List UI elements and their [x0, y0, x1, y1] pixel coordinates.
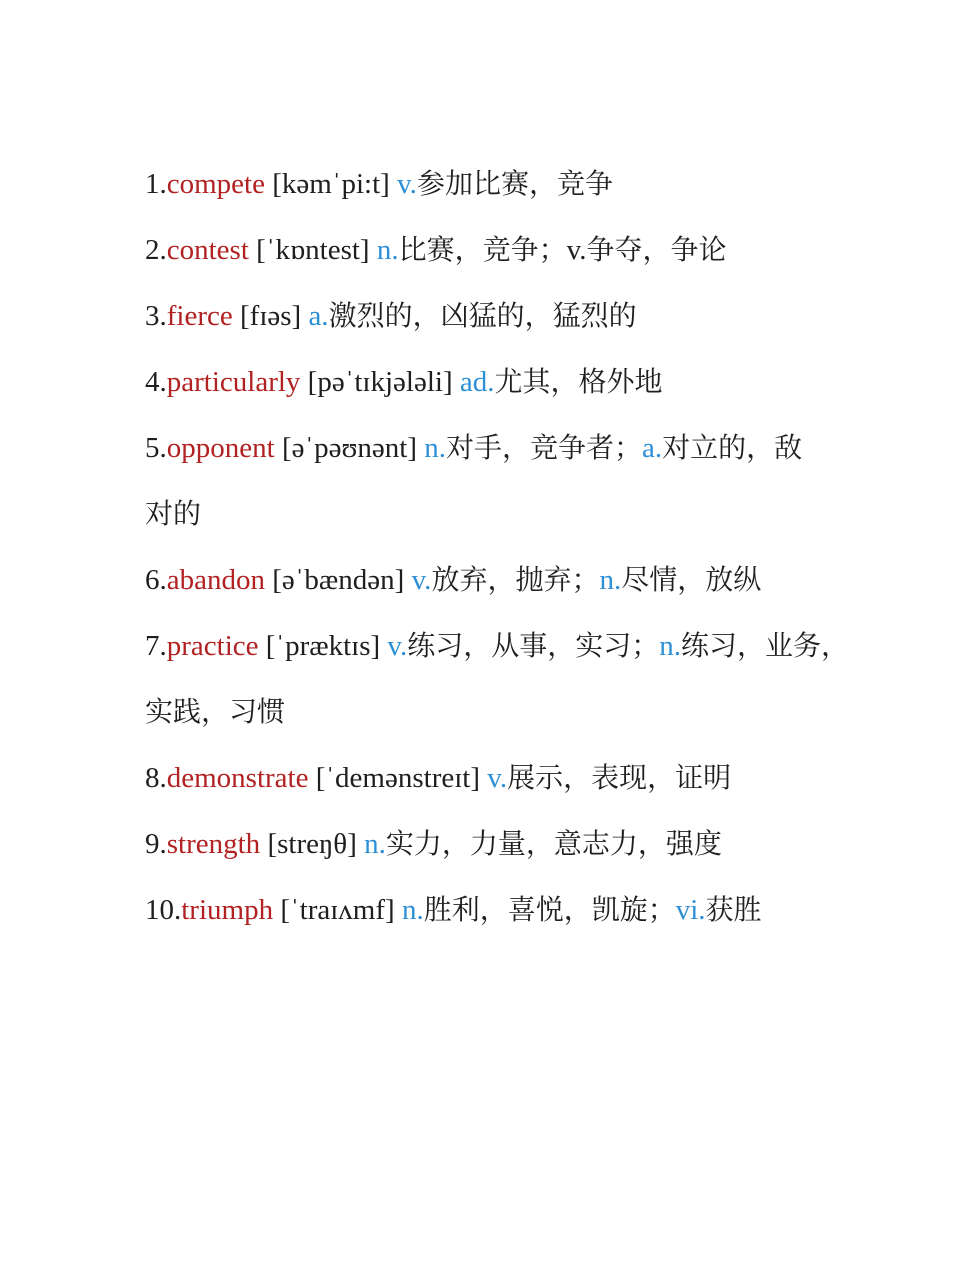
headword: demonstrate	[166, 762, 309, 794]
entry-number: 10.	[145, 894, 182, 926]
word-entry	[145, 811, 915, 877]
pos-tag: vi.	[675, 894, 706, 926]
pos-tag: a.	[642, 432, 663, 464]
word-entry	[145, 613, 915, 745]
pos-tag: v.	[487, 762, 508, 794]
headword: particularly	[166, 366, 301, 398]
definition: 尽情，放纵	[621, 564, 762, 595]
definition: 对手，竞争者；	[446, 432, 643, 463]
pos-tag: n.	[376, 234, 399, 266]
pos-tag: n.	[424, 432, 446, 464]
pos-tag: v.	[566, 234, 587, 266]
definition: 实力，力量，意志力，强度	[385, 828, 722, 859]
phonetic-transcription: [əˈbændən]	[265, 564, 412, 596]
phonetic-transcription: [ˈpræktɪs]	[258, 630, 388, 662]
entry-number: 9.	[145, 828, 167, 860]
definition: 获胜	[705, 894, 762, 925]
pos-tag: a.	[308, 300, 329, 332]
vocabulary-list	[145, 151, 915, 943]
headword: triumph	[181, 894, 274, 926]
definition: 胜利，喜悦，凯旋；	[423, 894, 676, 925]
phonetic-transcription: [əˈpəʊnənt]	[274, 432, 425, 464]
definition: 展示，表现，证明	[507, 762, 732, 793]
definition: 对立的，敌	[662, 432, 803, 463]
word-entry	[145, 217, 915, 283]
definition: 练习，从事，实习；	[407, 630, 660, 661]
headword: practice	[166, 630, 259, 662]
word-entry	[145, 877, 915, 943]
definition: 练习，业务，	[681, 630, 850, 661]
pos-tag: n.	[364, 828, 386, 860]
headword: compete	[166, 168, 265, 200]
headword: fierce	[166, 300, 233, 332]
phonetic-transcription: [fɪəs]	[232, 300, 309, 332]
phonetic-transcription: [ˈkɒntest]	[248, 234, 377, 266]
pos-tag: n.	[401, 894, 424, 926]
entry-number: 4.	[145, 366, 167, 398]
pos-tag: v.	[387, 630, 408, 662]
phonetic-transcription: [streŋθ]	[260, 828, 365, 860]
definition: 争夺，争论	[586, 234, 727, 265]
pos-tag: v.	[397, 168, 417, 200]
word-entry	[145, 547, 915, 613]
pos-tag: v.	[411, 564, 432, 596]
headword: opponent	[166, 432, 275, 464]
entry-number: 2.	[145, 234, 167, 266]
pos-tag: n.	[599, 564, 622, 596]
definition: 激烈的，凶猛的，猛烈的	[328, 300, 637, 331]
definition: 比赛，竞争；	[398, 234, 567, 265]
entry-number: 6.	[145, 564, 167, 596]
entry-number: 7.	[145, 630, 167, 662]
definition: 实践，习惯	[145, 696, 286, 727]
headword: strength	[166, 828, 261, 860]
entry-number: 5.	[145, 432, 167, 464]
pos-tag: ad.	[459, 366, 495, 398]
definition: 参加比赛，竞争	[416, 168, 613, 199]
phonetic-transcription: [ˈdemənstreɪt]	[308, 762, 488, 794]
word-entry	[145, 415, 915, 547]
word-entry	[145, 349, 915, 415]
definition: 放弃，抛弃；	[431, 564, 600, 595]
entry-number: 3.	[145, 300, 167, 332]
word-entry	[145, 283, 915, 349]
phonetic-transcription: [pəˈtɪkjələli]	[300, 366, 460, 398]
definition: 对的	[145, 498, 202, 529]
definition: 尤其，格外地	[494, 366, 663, 397]
headword: contest	[166, 234, 249, 266]
pos-tag: n.	[659, 630, 682, 662]
headword: abandon	[166, 564, 265, 596]
phonetic-transcription: [kəmˈpi:t]	[264, 168, 398, 200]
word-entry	[145, 745, 915, 811]
word-entry	[145, 151, 915, 217]
phonetic-transcription: [ˈtraɪʌmf]	[273, 894, 402, 926]
entry-number: 1.	[145, 168, 167, 200]
entry-number: 8.	[145, 762, 167, 794]
